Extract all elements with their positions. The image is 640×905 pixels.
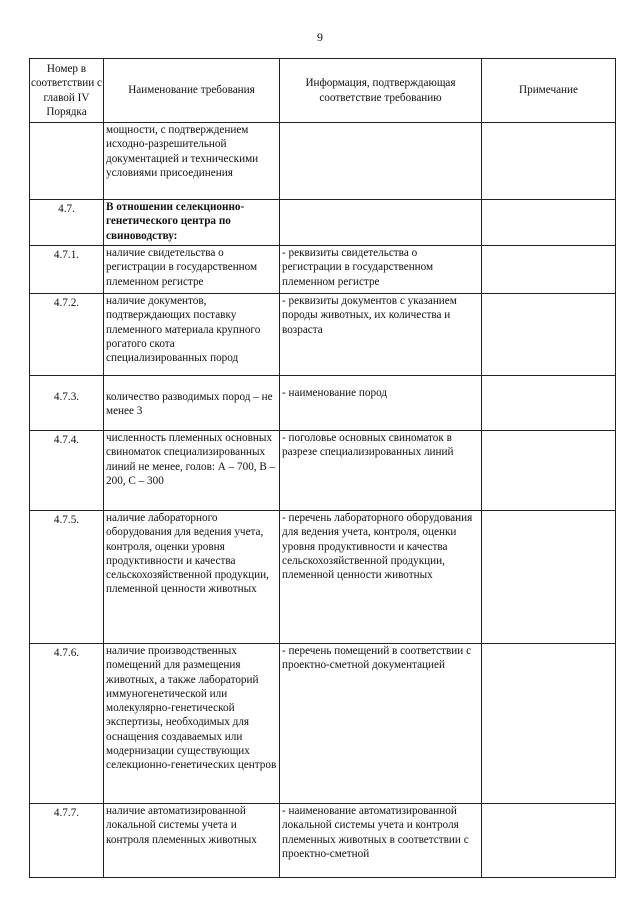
table-row — [30, 294, 616, 376]
row-note — [482, 644, 616, 804]
header-name: Наименование требования — [104, 59, 280, 123]
row-requirement: наличие лабораторного оборудования для ведения учета, контроля, оценки уровня продуктивности и качества сельскохозяйственной продукции, племенной ценности животных — [104, 511, 280, 644]
row-number: 4.7.3. — [30, 376, 104, 431]
row-note — [482, 123, 616, 200]
table-row — [30, 644, 616, 804]
row-requirement: мощности, с подтверждением исходно-разрешительной документацией и техническими условиями присоединения — [104, 123, 280, 200]
row-requirement: наличие документов, подтверждающих поставку племенного материала крупного рогатого скота специализированных пород — [104, 294, 280, 376]
row-number: 4.7.7. — [30, 804, 104, 878]
row-requirement: количество разводимых пород – не менее 3 — [104, 376, 280, 431]
row-info: - перечень лабораторного оборудования для ведения учета, контроля, оценки уровня продуктивности и качества сельскохозяйственной продукции, племенной ценности животных — [280, 511, 482, 644]
row-note — [482, 246, 616, 294]
table-row-section — [30, 200, 616, 246]
row-info — [280, 200, 482, 246]
row-info: - реквизиты документов с указанием породы животных, их количества и возраста — [280, 294, 482, 376]
table-row — [30, 376, 616, 431]
table-row — [30, 804, 616, 878]
header-number: Номер в соответствии с главой IV Порядка — [30, 59, 104, 123]
page-number: 9 — [317, 30, 323, 44]
row-info: - наименование автоматизированной локальной системы учета и контроля племенных животных в соответствии с проектно-сметной — [280, 804, 482, 878]
row-info: - реквизиты свидетельства о регистрации в государственном племенном регистре — [280, 246, 482, 294]
row-requirement: наличие свидетельства о регистрации в государственном племенном регистре — [104, 246, 280, 294]
row-number — [30, 123, 104, 200]
table-row — [30, 246, 616, 294]
row-info: - поголовье основных свиноматок в разрезе специализированных линий — [280, 431, 482, 511]
row-number: 4.7.5. — [30, 511, 104, 644]
header-note: Примечание — [482, 59, 616, 123]
table-row — [30, 431, 616, 511]
table-row — [30, 123, 616, 200]
row-requirement: наличие производственных помещений для размещения животных, а также лабораторий иммуногенетической или молекулярно-генетической экспертизы, необходимых для оснащения создаваемых или модернизации существующих селекционно-генетических центров — [104, 644, 280, 804]
row-note — [482, 804, 616, 878]
table-header-row — [30, 59, 616, 123]
row-requirement: наличие автоматизированной локальной системы учета и контроля племенных животных — [104, 804, 280, 878]
row-note — [482, 431, 616, 511]
row-note — [482, 376, 616, 431]
table-row — [30, 511, 616, 644]
header-info: Информация, подтверждающая соответствие требованию — [280, 59, 482, 123]
row-requirement: численность племенных основных свиноматок специализированных линий не менее, голов: А – 700, В – 200, С – 300 — [104, 431, 280, 511]
row-info: - наименование пород — [280, 376, 482, 431]
row-number: 4.7.1. — [30, 246, 104, 294]
row-info: - перечень помещений в соответствии с проектно-сметной документацией — [280, 644, 482, 804]
requirements-table — [29, 58, 616, 878]
row-number: 4.7.6. — [30, 644, 104, 804]
row-number: 4.7.2. — [30, 294, 104, 376]
row-info — [280, 123, 482, 200]
row-note — [482, 200, 616, 246]
row-number: 4.7. — [30, 200, 104, 246]
row-note — [482, 511, 616, 644]
row-note — [482, 294, 616, 376]
row-requirement: В отношении селекционно-генетического центра по свиноводству: — [104, 200, 280, 246]
row-number: 4.7.4. — [30, 431, 104, 511]
